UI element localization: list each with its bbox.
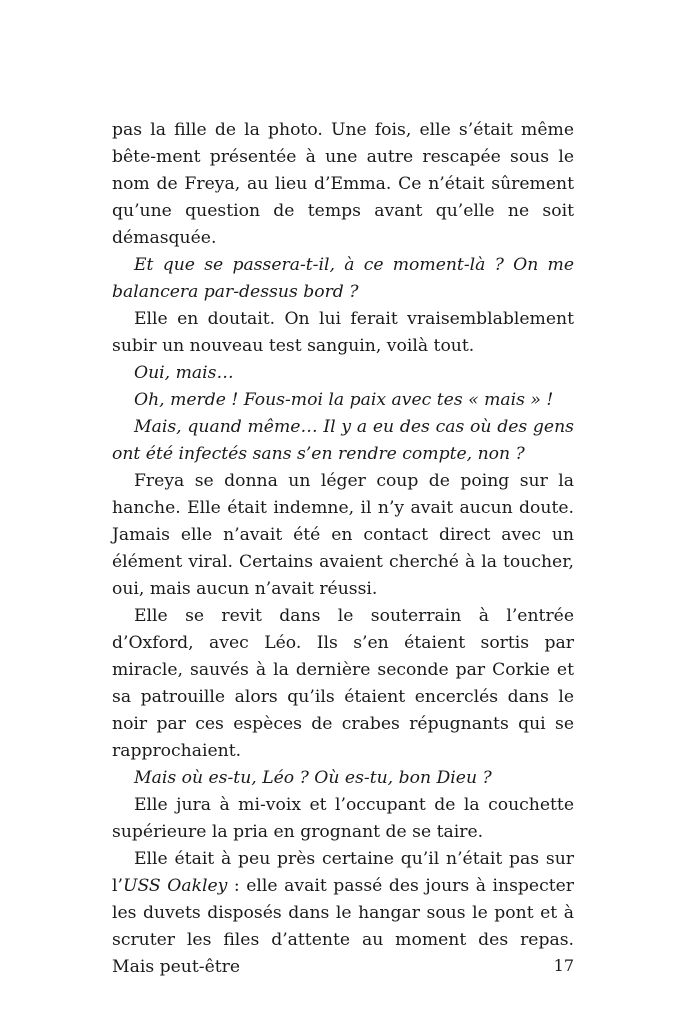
ship-name: USS Oakley [122,876,228,896]
paragraph: Elle jura à mi-voix et l’occupant de la couchette supérieure la pria en grognant de se taire. [112,795,574,842]
paragraph: Freya se donna un léger coup de poing sur la hanche. Elle était indemne, il n’y avait aucun doute. Jamais elle n’avait été en contact direct avec un élément viral. Certains avaient cherché à la toucher, oui, mais aucun n’avait réussi. [112,471,574,599]
paragraph: Elle se revit dans le souterrain à l’entrée d’Oxford, avec Léo. Ils s’en étaient sortis par miracle, sauvés à la dernière seconde par Corkie et sa patrouille alors qu’ils étaient encerclés dans le noir par ces espèces de crabes répugnants qui se rapprochaient. [112,606,574,761]
paragraph-inner-thought: Et que se passera-t-il, à ce moment-là ? On me balancera par-dessus bord ? [112,255,574,302]
paragraph-inner-thought: Oui, mais… [134,363,234,383]
paragraph-inner-thought: Oh, merde ! Fous-moi la paix avec tes « mais » ! [134,390,554,410]
body-text [112,117,574,981]
paragraph-text: : elle avait passé des jours à inspecter les duvets disposés dans le hangar sous le pont et à scruter les files d’attente au moment des repas. Mais peut-être [112,876,574,977]
paragraph-inner-thought: Mais, quand même… Il y a eu des cas où des gens ont été infectés sans s’en rendre compte, non ? [112,417,574,464]
paragraph-text: Elle était à peu près certaine qu’il n’était pas sur l’ [112,849,574,896]
paragraph-inner-thought: Mais où es-tu, Léo ? Où es-tu, bon Dieu ? [134,768,492,788]
page-number: 17 [553,956,574,975]
paragraph [112,846,574,981]
paragraph-continuation: pas la fille de la photo. Une fois, elle s’était même bête-ment présentée à une autre rescapée sous le nom de Freya, au lieu d’Emma. Ce n’était sûrement qu’une question de temps avant qu’elle ne soit démasquée. [112,120,574,248]
paragraph: Elle en doutait. On lui ferait vraisemblablement subir un nouveau test sanguin, voilà tout. [112,309,574,356]
